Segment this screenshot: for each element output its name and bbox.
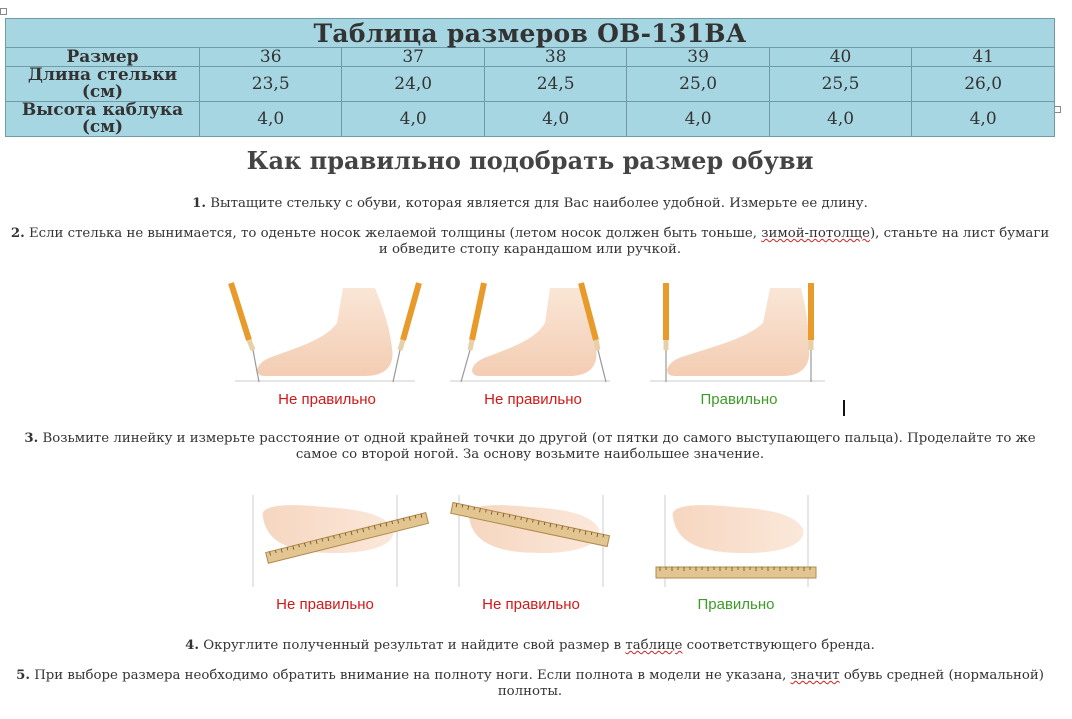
table-row — [6, 48, 1055, 67]
spellcheck-word: зимой-потолще — [761, 226, 870, 241]
caption-right-1: Правильно — [700, 391, 778, 408]
foot-icon — [650, 288, 825, 381]
step-number: 1. — [192, 196, 207, 211]
page-heading: Как правильно подобрать размер обуви — [246, 146, 814, 175]
foot-icon — [235, 288, 415, 381]
text-cursor — [843, 400, 845, 416]
pencil-icon — [231, 283, 259, 382]
size-table — [5, 18, 1055, 137]
caption-wrong-2: Не правильно — [484, 391, 582, 408]
table-cell: 4,0 — [912, 102, 1055, 137]
instruction-step-4 — [10, 638, 1050, 654]
step-number: 5. — [16, 668, 30, 683]
step-text: обувь средней (нормальной) полноты. — [497, 668, 1044, 699]
instruction-step-2 — [10, 226, 1050, 257]
step-text: При выборе размера необходимо обратить внимание на полноту ноги. Если полнота в модели не указана, — [34, 668, 787, 683]
caption-right-2: Правильно — [697, 596, 775, 613]
caption-wrong-3: Не правильно — [276, 596, 374, 613]
row-label: Длина стельки (см) — [6, 67, 200, 102]
table-cell: 36 — [200, 48, 342, 67]
table-cell: 24,5 — [484, 67, 626, 102]
size-table-title: Таблица размеров ОВ-131ВА — [6, 19, 1055, 48]
table-resize-handle-bottom-right[interactable] — [1054, 106, 1061, 113]
instruction-step-3 — [10, 431, 1050, 462]
step-text: Округлите полученный результат и найдите свой размер в — [203, 638, 622, 653]
table-resize-handle-top-left[interactable] — [0, 8, 7, 15]
instruction-step-1 — [10, 196, 1050, 212]
ruler-icon — [656, 567, 816, 578]
pencil-tracing-illustration — [225, 278, 835, 388]
size-table-title-row — [6, 19, 1055, 48]
table-cell: 4,0 — [200, 102, 342, 137]
row-label: Размер — [6, 48, 200, 67]
step-text: ), станьте на лист бумаги и обведите стопу карандашом или ручкой. — [378, 226, 1050, 257]
instruction-step-5 — [10, 668, 1050, 699]
step-number: 2. — [10, 226, 25, 241]
row-label: Высота каблука (см) — [6, 102, 200, 137]
caption-wrong-4: Не правильно — [482, 596, 580, 613]
table-cell: 4,0 — [484, 102, 626, 137]
ruler-measuring-illustration — [245, 495, 825, 590]
step-text: Если стелька не вынимается, то оденьте носок желаемой толщины (летом носок должен быть тоньше, — [28, 226, 757, 241]
table-cell: 25,0 — [627, 67, 769, 102]
table-row — [6, 67, 1055, 102]
step-number: 4. — [185, 638, 200, 653]
table-cell: 25,5 — [769, 67, 911, 102]
table-cell: 38 — [484, 48, 626, 67]
table-cell: 26,0 — [912, 67, 1055, 102]
spellcheck-word: значит — [790, 668, 840, 683]
table-cell: 24,0 — [342, 67, 484, 102]
table-row — [6, 102, 1055, 137]
table-cell: 39 — [627, 48, 769, 67]
step-text: Возьмите линейку и измерьте расстояние от одной крайней точки до другой (от пятки до самого выступающего пальца). Проделайте то же самое со второй ногой. За основу возьмите наибольшее значение. — [42, 431, 1036, 462]
step-number: 3. — [24, 431, 39, 446]
table-cell: 4,0 — [342, 102, 484, 137]
table-cell: 4,0 — [627, 102, 769, 137]
table-cell: 41 — [912, 48, 1055, 67]
table-cell: 37 — [342, 48, 484, 67]
caption-wrong-1: Не правильно — [278, 391, 376, 408]
table-cell: 40 — [769, 48, 911, 67]
step-text: Вытащите стельку с обуви, которая является для Вас наиболее удобной. Измерьте ее длину. — [210, 196, 868, 211]
table-cell: 4,0 — [769, 102, 911, 137]
step-text: соответствующего бренда. — [686, 638, 875, 653]
spellcheck-word: таблице — [625, 638, 683, 653]
table-cell: 23,5 — [200, 67, 342, 102]
pencil-icon — [393, 283, 419, 382]
